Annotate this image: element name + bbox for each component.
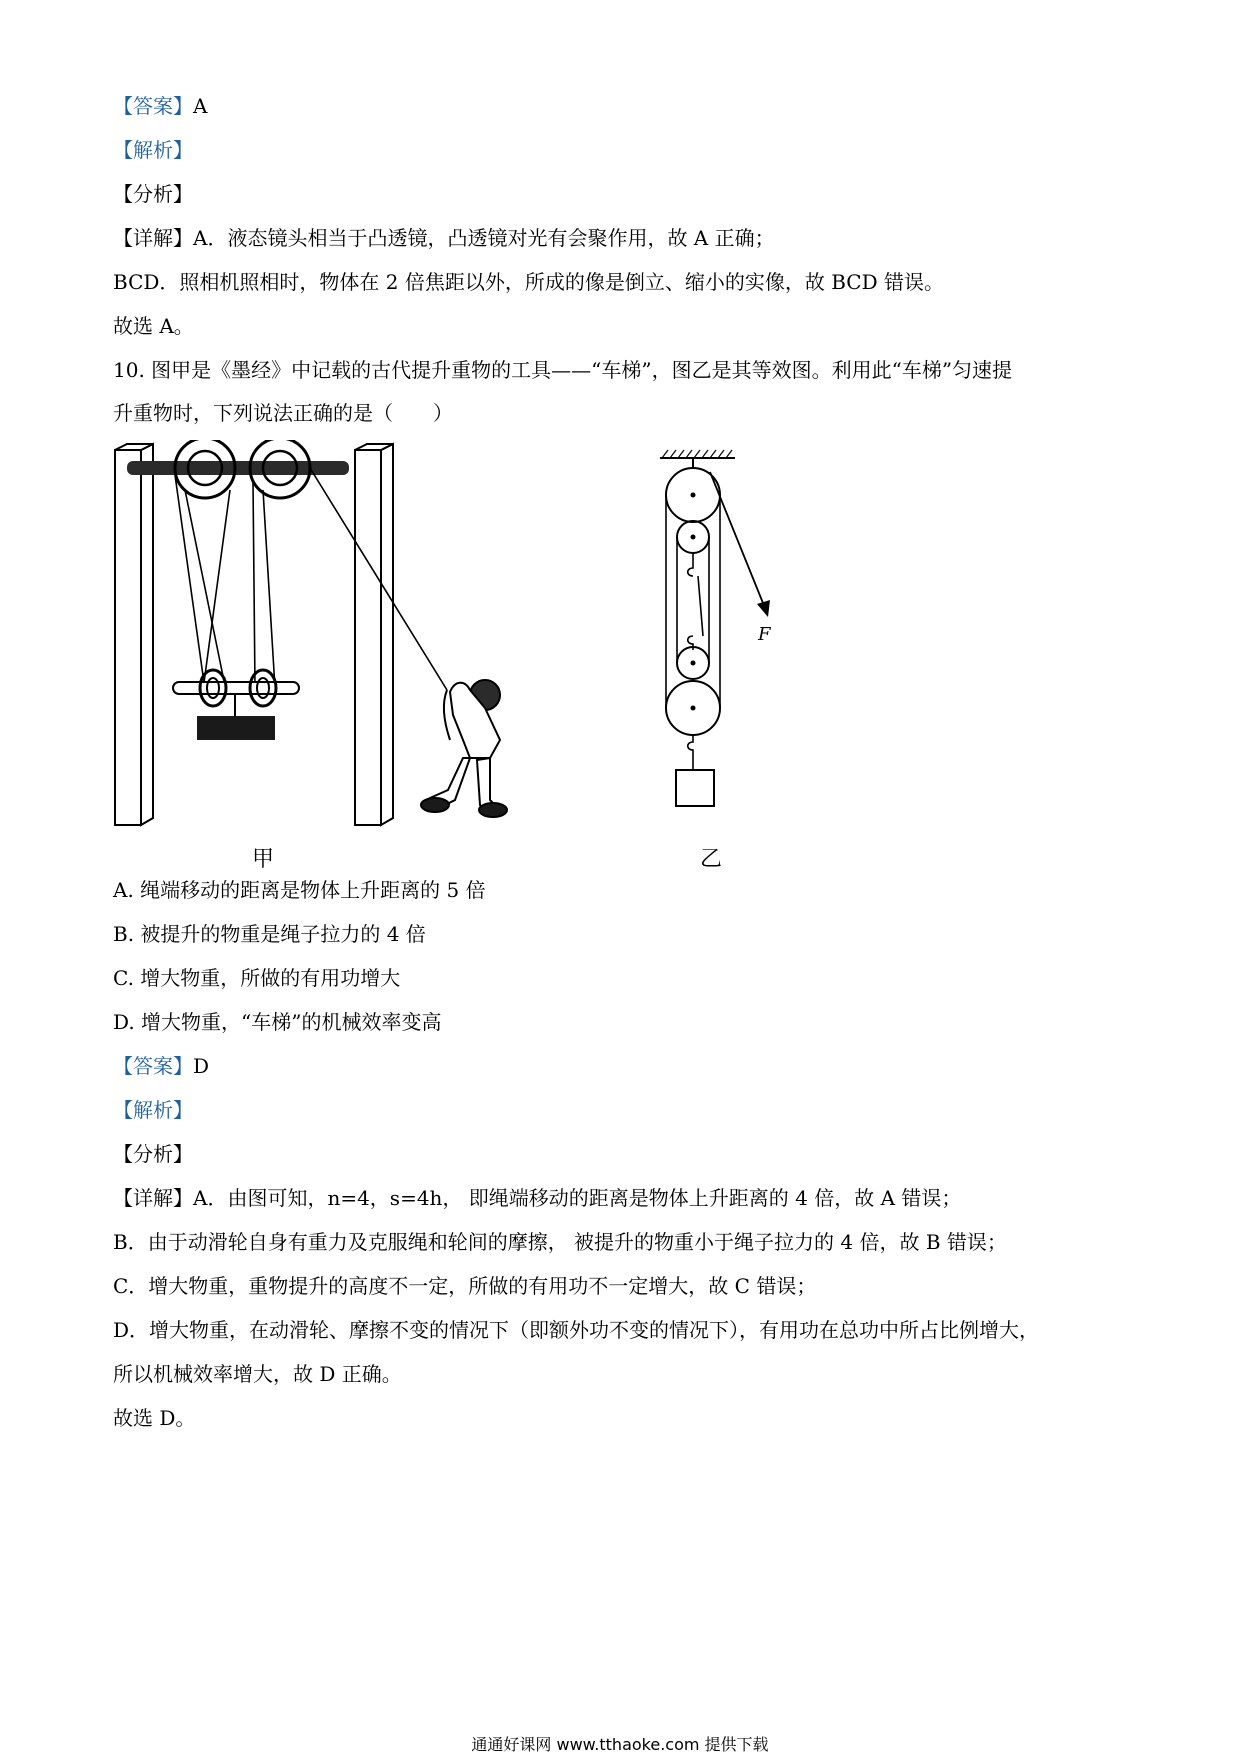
left-post-side bbox=[141, 444, 153, 825]
q10-xiangjie-tag: 【详解】 bbox=[113, 1186, 193, 1210]
q10-option-a: A. 绳端移动的距离是物体上升距离的 5 倍 bbox=[113, 878, 486, 902]
right-post bbox=[355, 450, 381, 825]
q10-xiangjie-text: A．由图可知，n=4，s=4h， 即绳端移动的距离是物体上升距离的 4 倍，故 A 错误； bbox=[193, 1186, 962, 1210]
left-post bbox=[115, 450, 141, 825]
q9-xiangjie-line bbox=[113, 224, 775, 252]
q9-jiexi-tag: 【解析】 bbox=[113, 138, 193, 162]
figure-jia-illustration bbox=[105, 440, 565, 840]
q10-option-c: C. 增大物重，所做的有用功增大 bbox=[113, 966, 401, 990]
q10-jiexi-tag: 【解析】 bbox=[113, 1098, 193, 1122]
q9-fenxi-line bbox=[113, 180, 193, 208]
force-arrow bbox=[757, 600, 770, 617]
q10-stem-line-1: 10. 图甲是《墨经》中记载的古代提升重物的工具——“车梯”，图乙是其等效图。利用此“车梯”匀速提 bbox=[113, 358, 1013, 382]
q10-answer-value: D bbox=[193, 1054, 210, 1078]
q10-explanation-d-2: 所以机械效率增大，故 D 正确。 bbox=[113, 1362, 402, 1386]
q10-jiexi-line bbox=[113, 1096, 193, 1124]
q10-answer-tag: 【答案】 bbox=[113, 1054, 193, 1078]
page-footer: 通通好课网 www.tthaoke.com 提供下载 bbox=[471, 1735, 769, 1754]
figure-yi-diagram bbox=[640, 440, 800, 860]
q10-option-b: B. 被提升的物重是绳子拉力的 4 倍 bbox=[113, 922, 426, 946]
q10-xiangjie-line bbox=[113, 1184, 961, 1212]
q9-explanation-line-2: BCD．照相机照相时，物体在 2 倍焦距以外，所成的像是倒立、缩小的实像，故 BCD 错误。 bbox=[113, 270, 944, 294]
force-label: F bbox=[758, 624, 771, 645]
q9-answer-value: A bbox=[193, 94, 208, 118]
q10-answer-line bbox=[113, 1052, 209, 1080]
q9-jiexi-line bbox=[113, 136, 193, 164]
q9-answer-line bbox=[113, 92, 207, 120]
figure-yi-caption: 乙 bbox=[700, 847, 723, 872]
load-box bbox=[676, 770, 714, 806]
q10-explanation-b: B．由于动滑轮自身有重力及克服绳和轮间的摩擦， 被提升的物重小于绳子拉力的 4 倍，故 B 错误； bbox=[113, 1230, 1007, 1254]
q10-fenxi-line bbox=[113, 1140, 193, 1168]
q10-explanation-d-1: D．增大物重，在动滑轮、摩擦不变的情况下（即额外功不变的情况下），有用功在总功中所占比例增大， bbox=[113, 1318, 1040, 1342]
q10-fenxi-tag: 【分析】 bbox=[113, 1142, 193, 1166]
person-pulling-rope bbox=[421, 680, 507, 817]
q10-stem-line-2: 升重物时，下列说法正确的是（ ） bbox=[113, 401, 453, 425]
top-bar bbox=[127, 461, 349, 475]
q10-option-d: D. 增大物重，“车梯”的机械效率变高 bbox=[113, 1010, 442, 1034]
q9-answer-tag: 【答案】 bbox=[113, 94, 193, 118]
lower-bar bbox=[173, 682, 299, 694]
q9-fenxi-tag: 【分析】 bbox=[113, 182, 193, 206]
q9-xiangjie-tag: 【详解】 bbox=[113, 226, 193, 250]
figure-jia-caption: 甲 bbox=[252, 847, 275, 872]
heavy-load bbox=[197, 716, 275, 740]
q10-explanation-c: C．增大物重，重物提升的高度不一定，所做的有用功不一定增大，故 C 错误； bbox=[113, 1274, 817, 1298]
q9-xiangjie-text: A．液态镜头相当于凸透镜，凸透镜对光有会聚作用，故 A 正确； bbox=[193, 226, 775, 250]
q9-conclusion: 故选 A。 bbox=[113, 314, 194, 338]
q10-conclusion: 故选 D。 bbox=[113, 1406, 196, 1430]
